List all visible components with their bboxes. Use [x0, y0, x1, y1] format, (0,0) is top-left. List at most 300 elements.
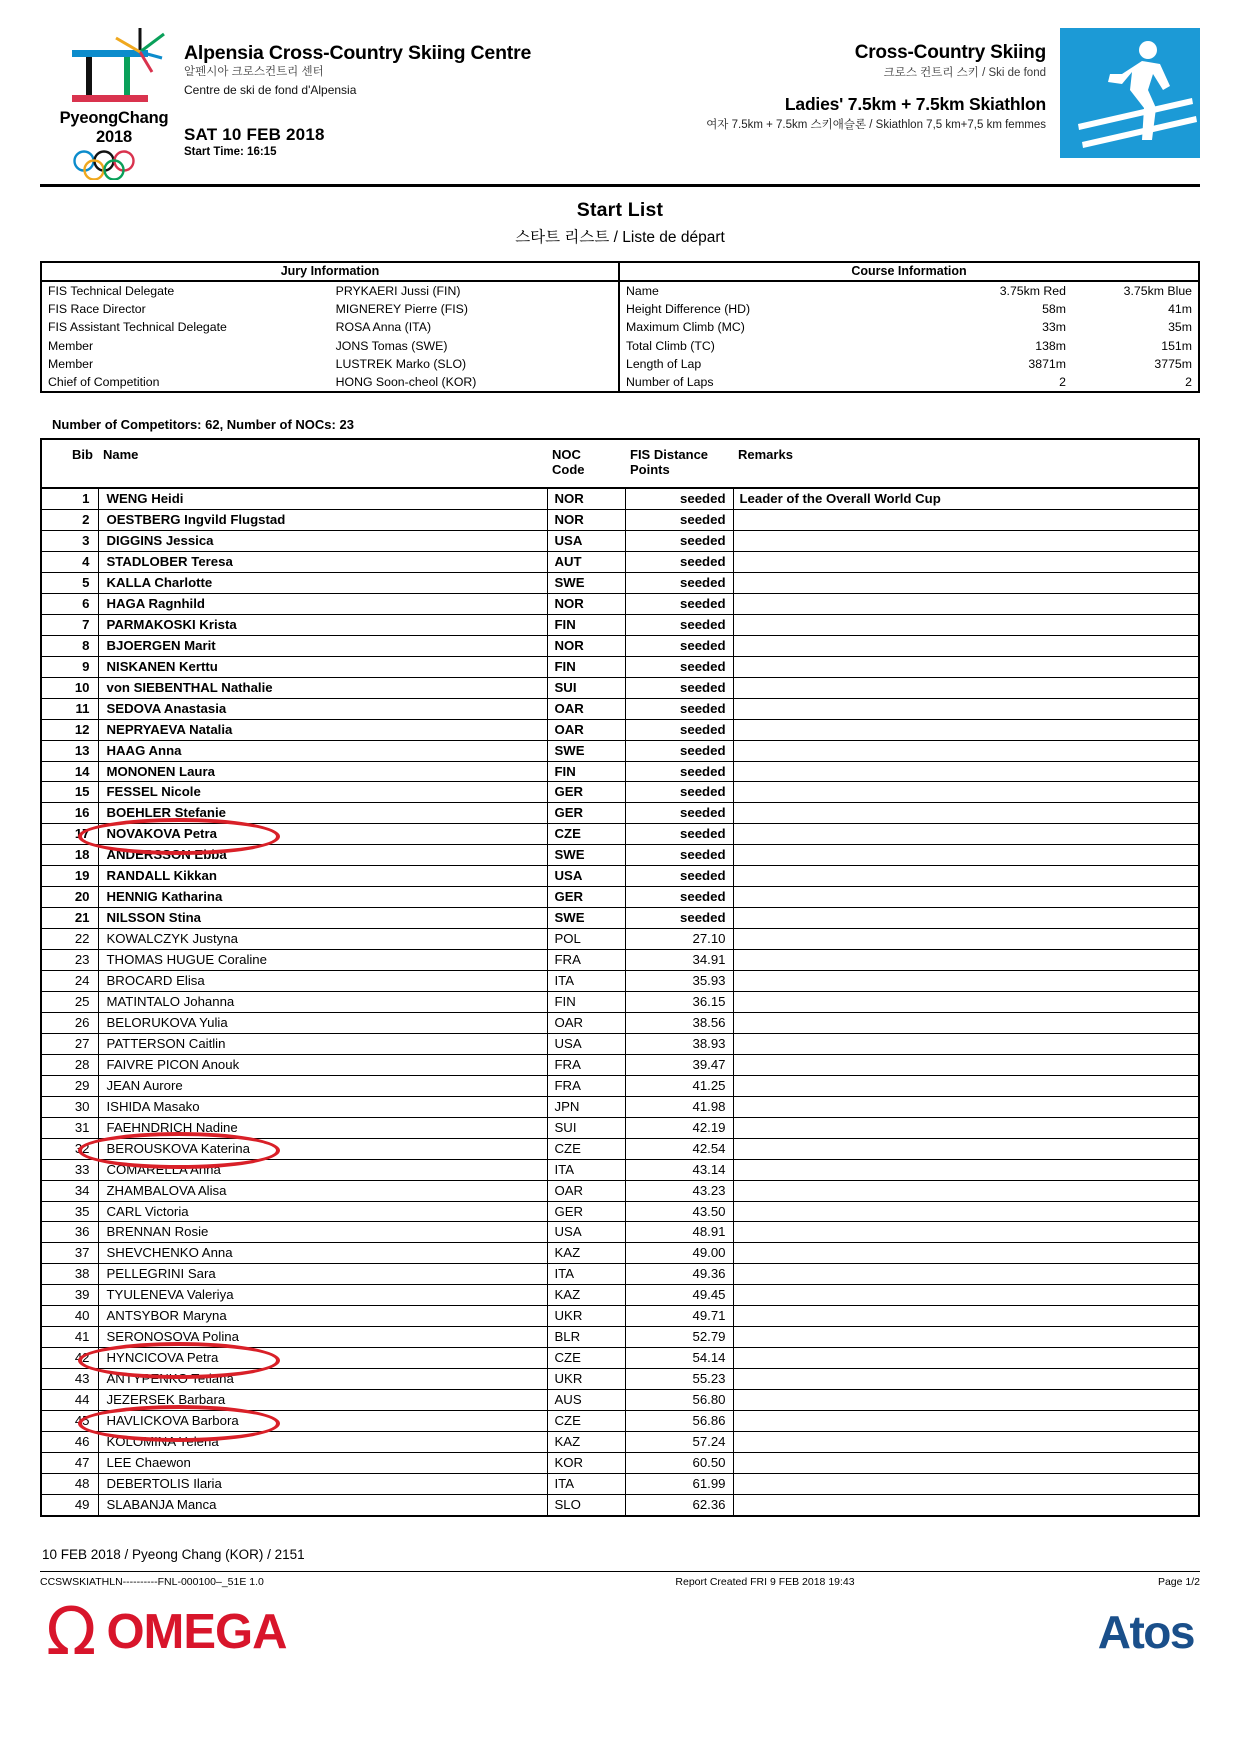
course-information-table	[620, 261, 1200, 393]
table-row[interactable]	[42, 1285, 1198, 1306]
cell-noc: OAR	[547, 698, 625, 719]
course-value-blue: 2	[1185, 374, 1192, 389]
cell-bib: 49	[42, 1494, 98, 1514]
cell-remarks	[733, 887, 1198, 908]
course-value-blue: 41m	[1168, 302, 1192, 317]
course-label: Total Climb (TC)	[626, 338, 715, 353]
cell-bib: 14	[42, 761, 98, 782]
cell-noc: FRA	[547, 1054, 625, 1075]
cell-noc: SWE	[547, 740, 625, 761]
cell-name: BEROUSKOVA Katerina	[98, 1138, 547, 1159]
cell-noc: USA	[547, 531, 625, 552]
cell-name: von SIEBENTHAL Nathalie	[98, 677, 547, 698]
cell-points: seeded	[625, 866, 733, 887]
cell-remarks	[733, 1201, 1198, 1222]
jury-person: HONG Soon-cheol (KOR)	[335, 374, 477, 389]
cell-remarks	[733, 510, 1198, 531]
cell-remarks	[733, 531, 1198, 552]
table-row[interactable]	[42, 593, 1198, 614]
cell-name: RANDALL Kikkan	[98, 866, 547, 887]
table-row[interactable]	[42, 1411, 1198, 1432]
cell-remarks	[733, 929, 1198, 950]
cell-noc: GER	[547, 803, 625, 824]
jury-row	[42, 337, 618, 355]
competitor-counts: Number of Competitors: 62, Number of NOCs: 23	[52, 417, 354, 433]
cell-points: 42.54	[625, 1138, 733, 1159]
cell-remarks	[733, 782, 1198, 803]
table-row[interactable]	[42, 1117, 1198, 1138]
cell-points: 49.71	[625, 1306, 733, 1327]
jury-role: FIS Technical Delegate	[48, 284, 175, 298]
start-list-table	[42, 440, 1198, 1515]
start-list-table-wrapper	[40, 438, 1200, 1517]
cell-bib: 15	[42, 782, 98, 803]
cell-bib: 3	[42, 531, 98, 552]
cell-name: NEPRYAEVA Natalia	[98, 719, 547, 740]
table-row[interactable]	[42, 1432, 1198, 1453]
table-row[interactable]	[42, 1390, 1198, 1411]
games-wordmark: PyeongChang 2018	[59, 109, 169, 146]
table-row[interactable]	[42, 635, 1198, 656]
sponsor-logos	[40, 1592, 1200, 1670]
cell-points: seeded	[625, 572, 733, 593]
course-information-heading: Course Information	[620, 263, 1198, 282]
jury-person: MIGNEREY Pierre (FIS)	[335, 302, 468, 317]
table-row[interactable]	[42, 1494, 1198, 1514]
cell-bib: 12	[42, 719, 98, 740]
table-row[interactable]	[42, 677, 1198, 698]
table-row[interactable]	[42, 1327, 1198, 1348]
cell-name: KALLA Charlotte	[98, 572, 547, 593]
cell-points: 43.23	[625, 1180, 733, 1201]
course-value-red: 3.75km Red	[999, 284, 1066, 298]
cell-noc: FRA	[547, 1075, 625, 1096]
cell-noc: SWE	[547, 572, 625, 593]
event-name-sub: 여자 7.5km + 7.5km 스키애슬론 / Skiathlon 7,5 km+7,5 km femmes	[706, 119, 1046, 131]
cell-remarks	[733, 1243, 1198, 1264]
cell-points: seeded	[625, 845, 733, 866]
pyeongchang-emblem-icon	[64, 28, 164, 106]
table-row[interactable]	[42, 1452, 1198, 1473]
cell-bib: 24	[42, 971, 98, 992]
cell-remarks	[733, 1033, 1198, 1054]
cell-remarks	[733, 1306, 1198, 1327]
cell-noc: AUS	[547, 1390, 625, 1411]
table-row[interactable]	[42, 1096, 1198, 1117]
venue-name-fr: Centre de ski de fond d'Alpensia	[184, 82, 357, 97]
cell-remarks	[733, 992, 1198, 1013]
cell-bib: 35	[42, 1201, 98, 1222]
cell-name: THOMAS HUGUE Coraline	[98, 950, 547, 971]
cell-noc: CZE	[547, 1411, 625, 1432]
cell-points: 52.79	[625, 1327, 733, 1348]
table-row[interactable]	[42, 992, 1198, 1013]
cell-noc: GER	[547, 887, 625, 908]
cell-name: PELLEGRINI Sara	[98, 1264, 547, 1285]
table-row[interactable]	[42, 908, 1198, 929]
course-label: Maximum Climb (MC)	[626, 320, 745, 335]
course-value-blue: 3.75km Blue	[1123, 284, 1192, 298]
table-row[interactable]	[42, 551, 1198, 572]
cell-noc: KAZ	[547, 1432, 625, 1453]
table-row[interactable]	[42, 488, 1198, 509]
cell-remarks	[733, 656, 1198, 677]
table-row[interactable]	[42, 531, 1198, 552]
course-value-red: 2	[1059, 374, 1066, 389]
page-title-sub: 스타트 리스트 / Liste de départ	[515, 229, 725, 246]
cell-points: 35.93	[625, 971, 733, 992]
table-row[interactable]	[42, 887, 1198, 908]
cell-points: 42.19	[625, 1117, 733, 1138]
cell-name: FESSEL Nicole	[98, 782, 547, 803]
cell-noc: FIN	[547, 614, 625, 635]
cell-remarks	[733, 1432, 1198, 1453]
omega-wordmark: OMEGA	[106, 1604, 287, 1659]
cell-noc: GER	[547, 1201, 625, 1222]
cell-name: ANTSYBOR Maryna	[98, 1306, 547, 1327]
cell-points: 55.23	[625, 1369, 733, 1390]
cell-remarks	[733, 1494, 1198, 1514]
table-row[interactable]	[42, 1369, 1198, 1390]
cell-noc: NOR	[547, 510, 625, 531]
cell-remarks	[733, 698, 1198, 719]
cell-bib: 31	[42, 1117, 98, 1138]
cell-points: 38.56	[625, 1012, 733, 1033]
cell-name: WENG Heidi	[98, 488, 547, 509]
cell-name: FAEHNDRICH Nadine	[98, 1117, 547, 1138]
cell-name: DIGGINS Jessica	[98, 531, 547, 552]
column-header-noc-code	[547, 440, 625, 488]
footer-meta	[40, 1572, 1200, 1588]
footer-document-code: CCSWSKIATHLN----------FNL-000100–_51E 1.0	[40, 1575, 264, 1588]
cell-noc: OAR	[547, 1180, 625, 1201]
cell-remarks	[733, 593, 1198, 614]
cell-points: seeded	[625, 488, 733, 509]
cell-bib: 7	[42, 614, 98, 635]
cell-points: 38.93	[625, 1033, 733, 1054]
cell-name: SHEVCHENKO Anna	[98, 1243, 547, 1264]
table-row[interactable]	[42, 761, 1198, 782]
cell-noc: ITA	[547, 1473, 625, 1494]
cell-points: 41.98	[625, 1096, 733, 1117]
cell-name: PATTERSON Caitlin	[98, 1033, 547, 1054]
cell-points: seeded	[625, 761, 733, 782]
cell-points: seeded	[625, 677, 733, 698]
cell-name: ZHAMBALOVA Alisa	[98, 1180, 547, 1201]
table-row[interactable]	[42, 1264, 1198, 1285]
cell-points: 34.91	[625, 950, 733, 971]
cell-noc: GER	[547, 782, 625, 803]
cell-noc: OAR	[547, 719, 625, 740]
cell-bib: 34	[42, 1180, 98, 1201]
cell-bib: 18	[42, 845, 98, 866]
jury-role: Chief of Competition	[48, 374, 160, 389]
table-row[interactable]	[42, 1222, 1198, 1243]
table-row[interactable]	[42, 1201, 1198, 1222]
jury-role: FIS Race Director	[48, 302, 146, 317]
snow-star-icon	[112, 28, 168, 74]
cell-bib: 19	[42, 866, 98, 887]
cell-remarks	[733, 614, 1198, 635]
jury-person: JONS Tomas (SWE)	[335, 338, 448, 353]
cell-name: SEDOVA Anastasia	[98, 698, 547, 719]
cell-noc: POL	[547, 929, 625, 950]
cell-remarks	[733, 803, 1198, 824]
cell-noc: JPN	[547, 1096, 625, 1117]
cell-points: seeded	[625, 803, 733, 824]
omega-logo	[46, 1592, 287, 1670]
course-value-red: 3871m	[1028, 356, 1066, 371]
course-value-blue: 151m	[1161, 338, 1192, 353]
jury-row	[42, 318, 618, 336]
cell-remarks	[733, 1264, 1198, 1285]
cell-remarks	[733, 551, 1198, 572]
cell-points: seeded	[625, 782, 733, 803]
cell-remarks	[733, 1180, 1198, 1201]
cell-noc: FIN	[547, 761, 625, 782]
venue-block	[170, 28, 590, 158]
jury-role: FIS Assistant Technical Delegate	[48, 320, 227, 335]
cell-points: seeded	[625, 908, 733, 929]
cell-bib: 9	[42, 656, 98, 677]
cell-remarks	[733, 1411, 1198, 1432]
table-row[interactable]	[42, 782, 1198, 803]
sport-name-en: Cross-Country Skiing	[854, 42, 1046, 63]
cell-bib: 20	[42, 887, 98, 908]
cell-name: ANTYPENKO Tetiana	[98, 1369, 547, 1390]
cell-name: NILSSON Stina	[98, 908, 547, 929]
cell-remarks	[733, 1012, 1198, 1033]
cell-remarks	[733, 971, 1198, 992]
cell-points: seeded	[625, 614, 733, 635]
jury-information-heading: Jury Information	[42, 263, 618, 282]
cell-bib: 11	[42, 698, 98, 719]
cell-remarks	[733, 1348, 1198, 1369]
cell-bib: 2	[42, 510, 98, 531]
column-header-pts-line1: FIS Distance	[630, 447, 709, 463]
cell-points: 56.80	[625, 1390, 733, 1411]
cell-remarks	[733, 1473, 1198, 1494]
cell-bib: 17	[42, 824, 98, 845]
cell-name: COMARELLA Anna	[98, 1159, 547, 1180]
cell-points: seeded	[625, 740, 733, 761]
course-label: Name	[626, 284, 659, 298]
course-row	[620, 282, 1198, 300]
pyeongchang-2018-logo	[40, 28, 170, 180]
cell-name: DEBERTOLIS Ilaria	[98, 1473, 547, 1494]
cell-name: BROCARD Elisa	[98, 971, 547, 992]
cell-bib: 48	[42, 1473, 98, 1494]
course-value-red: 58m	[1042, 302, 1066, 317]
cell-noc: ITA	[547, 1264, 625, 1285]
venue-name-en: Alpensia Cross-Country Skiing Centre	[184, 42, 532, 64]
cell-noc: CZE	[547, 1138, 625, 1159]
cell-name: BOEHLER Stefanie	[98, 803, 547, 824]
table-row[interactable]	[42, 866, 1198, 887]
cell-bib: 10	[42, 677, 98, 698]
table-row[interactable]	[42, 803, 1198, 824]
cell-bib: 46	[42, 1432, 98, 1453]
cell-bib: 23	[42, 950, 98, 971]
cell-points: 36.15	[625, 992, 733, 1013]
info-tables	[40, 261, 1200, 393]
cell-points: seeded	[625, 531, 733, 552]
cell-bib: 32	[42, 1138, 98, 1159]
olympic-rings-icon	[68, 150, 160, 180]
cell-noc: USA	[547, 1222, 625, 1243]
cell-noc: FIN	[547, 992, 625, 1013]
cell-noc: CZE	[547, 1348, 625, 1369]
cell-remarks	[733, 635, 1198, 656]
cell-noc: KOR	[547, 1452, 625, 1473]
table-row[interactable]	[42, 1138, 1198, 1159]
cell-remarks	[733, 761, 1198, 782]
cell-noc: SUI	[547, 677, 625, 698]
cell-bib: 36	[42, 1222, 98, 1243]
cell-noc: NOR	[547, 488, 625, 509]
table-row[interactable]	[42, 1033, 1198, 1054]
jury-information-table	[40, 261, 620, 393]
cell-remarks	[733, 1452, 1198, 1473]
jury-row	[42, 282, 618, 300]
cell-noc: SWE	[547, 908, 625, 929]
table-row[interactable]	[42, 1243, 1198, 1264]
cell-name: TYULENEVA Valeriya	[98, 1285, 547, 1306]
column-header-bib: Bib	[72, 447, 93, 463]
course-value-red: 138m	[1035, 338, 1066, 353]
course-row	[620, 373, 1198, 391]
cell-name: BRENNAN Rosie	[98, 1222, 547, 1243]
course-value-blue: 35m	[1168, 320, 1192, 335]
course-label: Height Difference (HD)	[626, 302, 751, 317]
cell-noc: OAR	[547, 1012, 625, 1033]
cell-noc: ITA	[547, 1159, 625, 1180]
cross-country-skiing-pictogram-icon	[1060, 28, 1200, 158]
column-header-remarks: Remarks	[738, 447, 793, 463]
cell-name: SERONOSOVA Polina	[98, 1327, 547, 1348]
cell-points: seeded	[625, 551, 733, 572]
cell-points: 60.50	[625, 1452, 733, 1473]
page-title-main: Start List	[576, 199, 664, 221]
cell-bib: 4	[42, 551, 98, 572]
cell-bib: 28	[42, 1054, 98, 1075]
cell-remarks	[733, 824, 1198, 845]
cell-remarks	[733, 1159, 1198, 1180]
cell-remarks	[733, 572, 1198, 593]
cell-bib: 5	[42, 572, 98, 593]
cell-name: FAIVRE PICON Anouk	[98, 1054, 547, 1075]
table-row[interactable]	[42, 698, 1198, 719]
cell-remarks	[733, 845, 1198, 866]
cell-name: JEAN Aurore	[98, 1075, 547, 1096]
table-row[interactable]	[42, 719, 1198, 740]
cell-points: 49.36	[625, 1264, 733, 1285]
cell-bib: 37	[42, 1243, 98, 1264]
header-divider	[40, 184, 1200, 187]
course-row	[620, 337, 1198, 355]
cell-remarks	[733, 1327, 1198, 1348]
table-row[interactable]	[42, 1473, 1198, 1494]
table-row[interactable]	[42, 929, 1198, 950]
cell-noc: USA	[547, 1033, 625, 1054]
page-title	[40, 199, 1200, 247]
cell-points: 49.45	[625, 1285, 733, 1306]
table-row[interactable]	[42, 845, 1198, 866]
column-header-fis-points	[625, 440, 733, 488]
course-row	[620, 300, 1198, 318]
table-row[interactable]	[42, 1012, 1198, 1033]
cell-name: HAVLICKOVA Barbora	[98, 1411, 547, 1432]
cell-bib: 33	[42, 1159, 98, 1180]
table-row[interactable]	[42, 510, 1198, 531]
cell-name: SLABANJA Manca	[98, 1494, 547, 1514]
cell-noc: FRA	[547, 950, 625, 971]
table-row[interactable]	[42, 950, 1198, 971]
cell-name: KOWALCZYK Justyna	[98, 929, 547, 950]
table-row[interactable]	[42, 971, 1198, 992]
cell-points: 61.99	[625, 1473, 733, 1494]
cell-name: LEE Chaewon	[98, 1452, 547, 1473]
jury-row	[42, 373, 618, 391]
cell-bib: 8	[42, 635, 98, 656]
jury-role: Member	[48, 338, 94, 353]
cell-bib: 27	[42, 1033, 98, 1054]
cell-noc: SLO	[547, 1494, 625, 1514]
cell-bib: 30	[42, 1096, 98, 1117]
cell-noc: FIN	[547, 656, 625, 677]
table-row[interactable]	[42, 1348, 1198, 1369]
table-row[interactable]	[42, 656, 1198, 677]
table-row[interactable]	[42, 1180, 1198, 1201]
cell-noc: SUI	[547, 1117, 625, 1138]
cell-points: seeded	[625, 824, 733, 845]
cell-remarks	[733, 719, 1198, 740]
column-header-noc-line1: NOC	[552, 447, 581, 463]
cell-remarks	[733, 1369, 1198, 1390]
table-row[interactable]	[42, 740, 1198, 761]
cell-name: KOLOMINA Yelena	[98, 1432, 547, 1453]
cell-name: MONONEN Laura	[98, 761, 547, 782]
cell-points: 48.91	[625, 1222, 733, 1243]
table-row[interactable]	[42, 572, 1198, 593]
cell-bib: 22	[42, 929, 98, 950]
table-row[interactable]	[42, 824, 1198, 845]
cell-points: 56.86	[625, 1411, 733, 1432]
table-row[interactable]	[42, 1159, 1198, 1180]
cell-bib: 39	[42, 1285, 98, 1306]
cell-points: seeded	[625, 635, 733, 656]
cell-bib: 41	[42, 1327, 98, 1348]
cell-bib: 47	[42, 1452, 98, 1473]
table-row[interactable]	[42, 1075, 1198, 1096]
cell-points: 27.10	[625, 929, 733, 950]
cell-points: 39.47	[625, 1054, 733, 1075]
date-block	[184, 125, 590, 158]
cell-points: seeded	[625, 593, 733, 614]
table-row[interactable]	[42, 614, 1198, 635]
course-label: Length of Lap	[626, 356, 702, 371]
cell-points: seeded	[625, 656, 733, 677]
cell-points: seeded	[625, 698, 733, 719]
cell-name: HYNCICOVA Petra	[98, 1348, 547, 1369]
cell-name: ANDERSSON Ebba	[98, 845, 547, 866]
footer-event-line: 10 FEB 2018 / Pyeong Chang (KOR) / 2151	[42, 1546, 305, 1562]
cell-noc: AUT	[547, 551, 625, 572]
cell-bib: 44	[42, 1390, 98, 1411]
table-row[interactable]	[42, 1054, 1198, 1075]
table-row[interactable]	[42, 1306, 1198, 1327]
cell-noc: NOR	[547, 593, 625, 614]
